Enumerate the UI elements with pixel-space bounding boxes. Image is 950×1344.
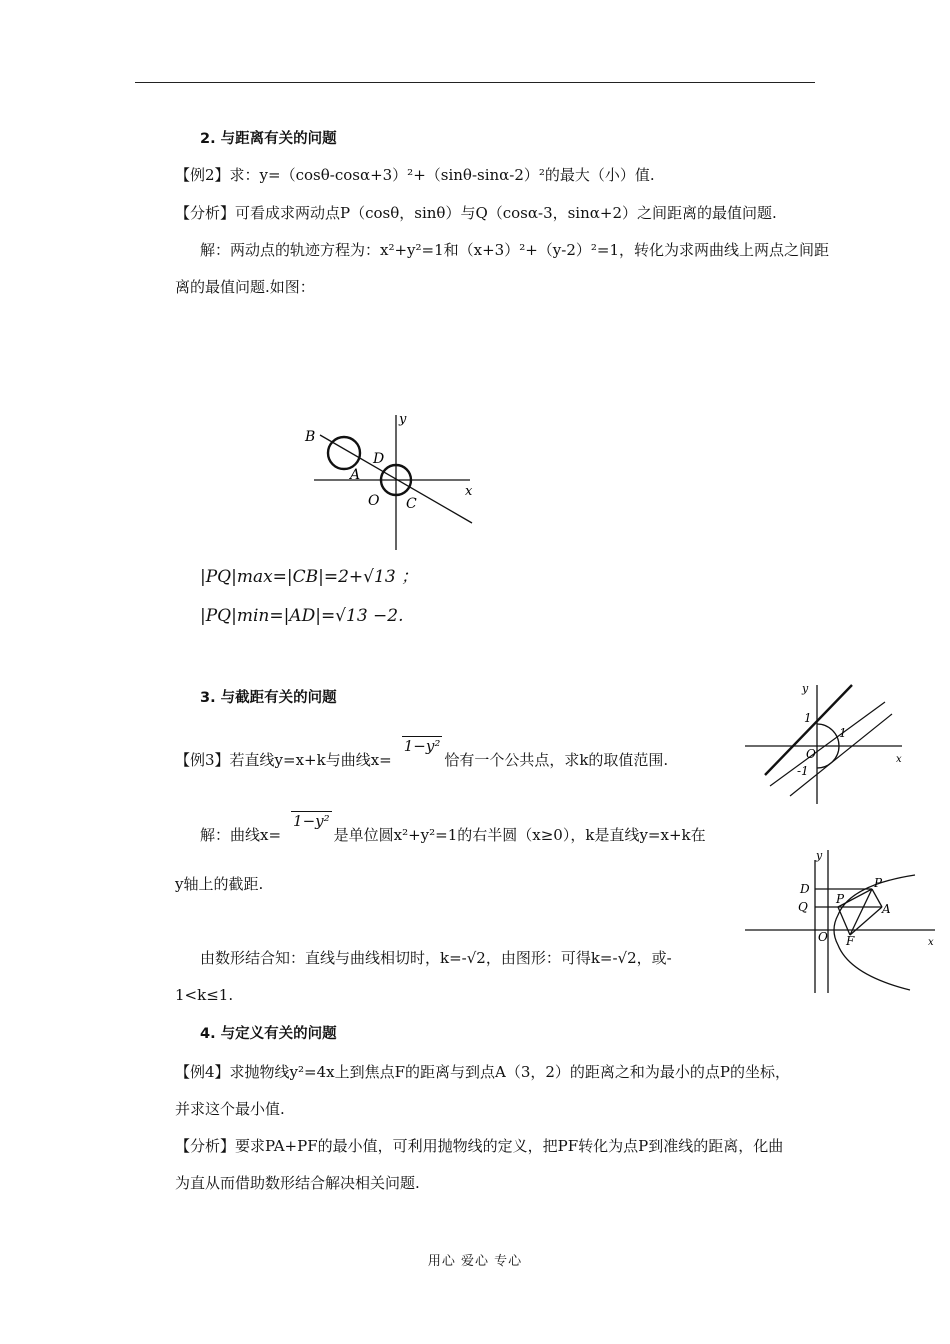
label-C: C — [406, 496, 417, 512]
label-A: A — [350, 467, 361, 483]
sqrt-expression: 1−y² — [293, 812, 330, 830]
solution-3-line2: y轴上的截距. — [175, 875, 264, 893]
section-4-heading: 4. 与定义有关的问题 — [200, 1026, 337, 1042]
example-3: 【例3】若直线y=x+k与曲线x=1−y²恰有一个公共点，求k的取值范围. — [175, 737, 669, 769]
fig3-label-A: A — [882, 902, 891, 916]
conclusion-3-line1: 由数形结合知：直线与曲线相切时，k=-√2，由图形：可得k=-√2，或- — [200, 949, 672, 967]
fig3-label-Q: Q — [798, 900, 808, 914]
solution-3-line1: 解：曲线x=1−y²是单位圆x²+y²=1的右半圆（x≥0），k是直线y=x+k在 — [200, 812, 706, 844]
fig2-label-neg1: -1 — [797, 764, 809, 778]
formula-max: |PQ|max=|CB|=2+√13 ； — [200, 567, 419, 587]
fig2-label-1: 1 — [804, 711, 812, 725]
fig3-label-O: O — [818, 930, 828, 944]
formula-min: |PQ|min=|AD|=√13 −2. — [200, 606, 404, 626]
label-y: y — [399, 412, 407, 427]
solution-2-line2: 离的最值问题.如图： — [175, 278, 315, 296]
solution-2-line1: 解：两动点的轨迹方程为：x²+y²=1和（x+3）²+（y-2）²=1，转化为求两曲线上两点之间距 — [200, 241, 830, 259]
figure-circles-distance — [300, 405, 480, 555]
label-D: D — [373, 451, 385, 467]
example-2: 【例2】求：y=（cosθ-cosα+3）²+（sinθ-sinα-2）²的最大（小）值. — [175, 166, 655, 184]
label-x: x — [465, 484, 473, 499]
conclusion-3-line2: 1<k≤1. — [175, 986, 234, 1004]
section-2-heading: 2. 与距离有关的问题 — [200, 131, 337, 147]
fig3-label-P: P — [836, 892, 845, 906]
example-4-line1: 【例4】求抛物线y²=4x上到焦点F的距离与到点A（3，2）的距离之和为最小的点P的坐标， — [175, 1063, 791, 1081]
example-4-line2: 并求这个最小值. — [175, 1100, 285, 1118]
fig2-label-1b: 1 — [839, 726, 847, 740]
fig3-label-F: F — [846, 934, 855, 948]
fig2-label-x: x — [896, 754, 902, 765]
section-3-heading: 3. 与截距有关的问题 — [200, 690, 337, 706]
analysis-4-line2: 为直从而借助数形结合解决相关问题. — [175, 1174, 420, 1192]
analysis-4-line1: 【分析】要求PA+PF的最小值，可利用抛物线的定义，把PF转化为点P到准线的距离，化曲 — [175, 1137, 784, 1155]
fig3-label-D: D — [800, 882, 810, 896]
analysis-2: 【分析】可看成求两动点P（cosθ，sinθ）与Q（cosα-3，sinα+2）之间距离的最值问题. — [175, 204, 777, 222]
fig3-label-y: y — [816, 849, 823, 862]
header-rule — [135, 82, 815, 83]
fig2-label-y: y — [802, 682, 809, 695]
page-footer: 用心 爱心 专心 — [427, 1254, 523, 1269]
label-B: B — [305, 429, 316, 445]
figure-half-circle-lines — [740, 680, 910, 805]
fig3-label-P2: P — [874, 876, 883, 890]
sqrt-expression: 1−y² — [403, 737, 441, 755]
label-O: O — [368, 493, 380, 509]
fig2-label-O: O — [806, 747, 816, 761]
fig3-label-x: x — [928, 937, 934, 948]
figure-parabola — [740, 845, 940, 995]
